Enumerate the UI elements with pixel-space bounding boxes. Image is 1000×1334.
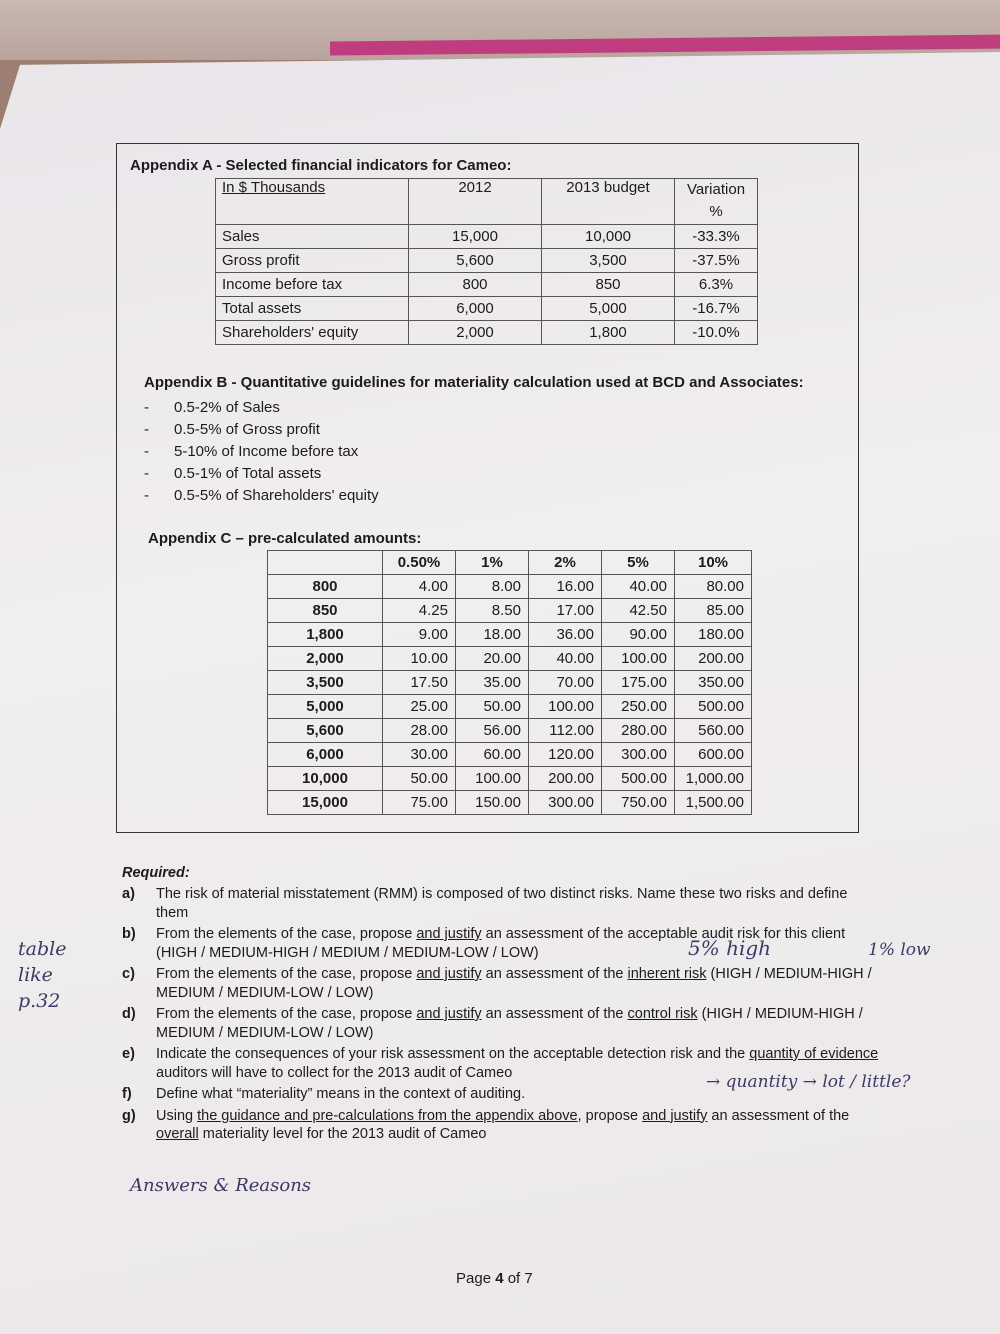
table-cell: 15,000 <box>409 225 542 249</box>
handwritten-low-note: 1% low <box>868 940 931 960</box>
table-row <box>216 273 758 297</box>
question-g: g) Using the guidance and pre-calculations from the appendix above, propose and justify an assessment of the overall materiality level for the 2013 audit of Cameo <box>122 1107 850 1142</box>
table-cell: 40.00 <box>529 647 602 671</box>
table-cell: 25.00 <box>383 695 456 719</box>
table-cell: 6,000 <box>409 297 542 321</box>
table-cell: Sales <box>216 225 409 249</box>
list-item: - 0.5-2% of Sales <box>144 399 280 416</box>
table-cell: 9.00 <box>383 623 456 647</box>
table-cell: 6.3% <box>675 273 758 297</box>
table-row <box>268 695 752 719</box>
table-cell: 800 <box>268 575 383 599</box>
header-cell: Variation % <box>675 179 758 225</box>
question-d: d) From the elements of the case, propose and justify an assessment of the control risk (HIGH / MEDIUM-HIGH / MEDIUM / MEDIUM-LOW / LOW) <box>122 1006 863 1041</box>
handwritten-answers-note: Answers & Reasons <box>130 1175 312 1196</box>
table-row <box>216 297 758 321</box>
list-item: - 5-10% of Income before tax <box>144 443 359 460</box>
table-cell: 30.00 <box>383 743 456 767</box>
table-cell: 100.00 <box>602 647 675 671</box>
table-cell: 5,000 <box>268 695 383 719</box>
table-cell: 3,500 <box>268 671 383 695</box>
table-cell: 6,000 <box>268 743 383 767</box>
table-cell: 5,000 <box>542 297 675 321</box>
table-cell: 4.00 <box>383 575 456 599</box>
table-cell: 60.00 <box>456 743 529 767</box>
header-cell: 2% <box>529 551 602 575</box>
header-cell: 5% <box>602 551 675 575</box>
table-cell: 5,600 <box>409 249 542 273</box>
table-cell: 18.00 <box>456 623 529 647</box>
table-cell: 5,600 <box>268 719 383 743</box>
table-row <box>268 767 752 791</box>
question-c: c) From the elements of the case, propose and justify an assessment of the inherent risk (HIGH / MEDIUM-HIGH / MEDIUM / MEDIUM-LOW / LOW) <box>122 966 872 1001</box>
table-cell: 560.00 <box>675 719 752 743</box>
table-row <box>216 225 758 249</box>
table-cell: 175.00 <box>602 671 675 695</box>
appendix-b-heading: Appendix B - Quantitative guidelines for materiality calculation used at BCD and Associates: <box>144 374 804 391</box>
table-row <box>268 575 752 599</box>
table-cell: Shareholders' equity <box>216 321 409 345</box>
table-row <box>268 671 752 695</box>
table-cell: 4.25 <box>383 599 456 623</box>
table-cell: 150.00 <box>456 791 529 815</box>
appendix-a-heading: Appendix A - Selected financial indicators for Cameo: <box>130 157 512 174</box>
table-cell: 10,000 <box>542 225 675 249</box>
table-cell: 100.00 <box>529 695 602 719</box>
table-cell: 90.00 <box>602 623 675 647</box>
table-cell: 17.00 <box>529 599 602 623</box>
table-cell: 42.50 <box>602 599 675 623</box>
table-cell: 50.00 <box>383 767 456 791</box>
table-row <box>268 743 752 767</box>
table-cell: 75.00 <box>383 791 456 815</box>
question-b: b) From the elements of the case, propose and justify an assessment of the acceptable audit risk for this client (HIGH / MEDIUM-HIGH / MEDIUM / MEDIUM-LOW / LOW) <box>122 926 846 961</box>
table-row <box>216 321 758 345</box>
table-cell: 300.00 <box>602 743 675 767</box>
header-cell: 0.50% <box>383 551 456 575</box>
list-item: - 0.5-1% of Total assets <box>144 465 322 482</box>
table-cell: -33.3% <box>675 225 758 249</box>
table-cell: Gross profit <box>216 249 409 273</box>
table-cell: 35.00 <box>456 671 529 695</box>
handwritten-quantity-note: → quantity → lot / little? <box>706 1072 911 1092</box>
table-row <box>268 791 752 815</box>
table-cell: -16.7% <box>675 297 758 321</box>
table-cell: 600.00 <box>675 743 752 767</box>
table-cell: -37.5% <box>675 249 758 273</box>
table-cell: 1,800 <box>542 321 675 345</box>
header-cell: In $ Thousands <box>216 179 409 225</box>
table-cell: 120.00 <box>529 743 602 767</box>
table-cell: 1,500.00 <box>675 791 752 815</box>
table-cell: 200.00 <box>529 767 602 791</box>
required-title: Required: <box>122 865 190 881</box>
appendix-b-list <box>144 397 379 507</box>
table-cell: 500.00 <box>675 695 752 719</box>
table-cell: 50.00 <box>456 695 529 719</box>
table-cell: 20.00 <box>456 647 529 671</box>
table-cell: 17.50 <box>383 671 456 695</box>
table-cell: 200.00 <box>675 647 752 671</box>
table-cell: 10,000 <box>268 767 383 791</box>
table-header-row <box>216 179 758 225</box>
table-cell: 56.00 <box>456 719 529 743</box>
header-cell: 10% <box>675 551 752 575</box>
table-row <box>268 647 752 671</box>
question-e: e) Indicate the consequences of your risk assessment on the acceptable detection risk and the quantity of evidence auditors will have to collect for the 2013 audit of Cameo <box>122 1046 879 1081</box>
table-cell: 850 <box>542 273 675 297</box>
table-header-row <box>268 551 752 575</box>
table-cell: 300.00 <box>529 791 602 815</box>
header-cell: 2013 budget <box>542 179 675 225</box>
table-cell: 8.50 <box>456 599 529 623</box>
table-cell: 500.00 <box>602 767 675 791</box>
table-cell: 250.00 <box>602 695 675 719</box>
table-cell: 1,000.00 <box>675 767 752 791</box>
table-cell: 800 <box>409 273 542 297</box>
table-cell: 8.00 <box>456 575 529 599</box>
table-cell: 1,800 <box>268 623 383 647</box>
table-cell: 10.00 <box>383 647 456 671</box>
header-cell <box>268 551 383 575</box>
table-row <box>268 623 752 647</box>
table-cell: Total assets <box>216 297 409 321</box>
table-cell: 40.00 <box>602 575 675 599</box>
table-cell: 280.00 <box>602 719 675 743</box>
table-cell: 80.00 <box>675 575 752 599</box>
table-row <box>268 719 752 743</box>
appendix-c-heading: Appendix C – pre-calculated amounts: <box>148 530 422 547</box>
appendix-a-table <box>215 178 758 345</box>
table-cell: 100.00 <box>456 767 529 791</box>
table-cell: 350.00 <box>675 671 752 695</box>
handwritten-high-note: 5% high <box>688 936 772 960</box>
table-cell: 16.00 <box>529 575 602 599</box>
header-cell: 2012 <box>409 179 542 225</box>
table-cell: -10.0% <box>675 321 758 345</box>
list-item: - 0.5-5% of Gross profit <box>144 421 320 438</box>
table-cell: 70.00 <box>529 671 602 695</box>
table-cell: 28.00 <box>383 719 456 743</box>
header-cell: 1% <box>456 551 529 575</box>
table-row <box>268 599 752 623</box>
table-cell: Income before tax <box>216 273 409 297</box>
table-cell: 2,000 <box>409 321 542 345</box>
table-cell: 850 <box>268 599 383 623</box>
table-cell: 3,500 <box>542 249 675 273</box>
list-item: - 0.5-5% of Shareholders' equity <box>144 487 379 504</box>
table-cell: 85.00 <box>675 599 752 623</box>
margin-handwritten-note: table like p.32 <box>18 938 67 1012</box>
table-cell: 15,000 <box>268 791 383 815</box>
question-a: a) The risk of material misstatement (RMM) is composed of two distinct risks. Name these two risks and define them <box>122 886 848 921</box>
question-f: f) Define what “materiality” means in the context of auditing. <box>122 1086 526 1102</box>
table-row <box>216 249 758 273</box>
table-cell: 750.00 <box>602 791 675 815</box>
page-number: Page 4 of 7 <box>456 1270 533 1287</box>
table-cell: 180.00 <box>675 623 752 647</box>
appendix-c-table <box>267 550 752 815</box>
required-section <box>122 865 882 1147</box>
table-cell: 36.00 <box>529 623 602 647</box>
table-cell: 112.00 <box>529 719 602 743</box>
table-cell: 2,000 <box>268 647 383 671</box>
